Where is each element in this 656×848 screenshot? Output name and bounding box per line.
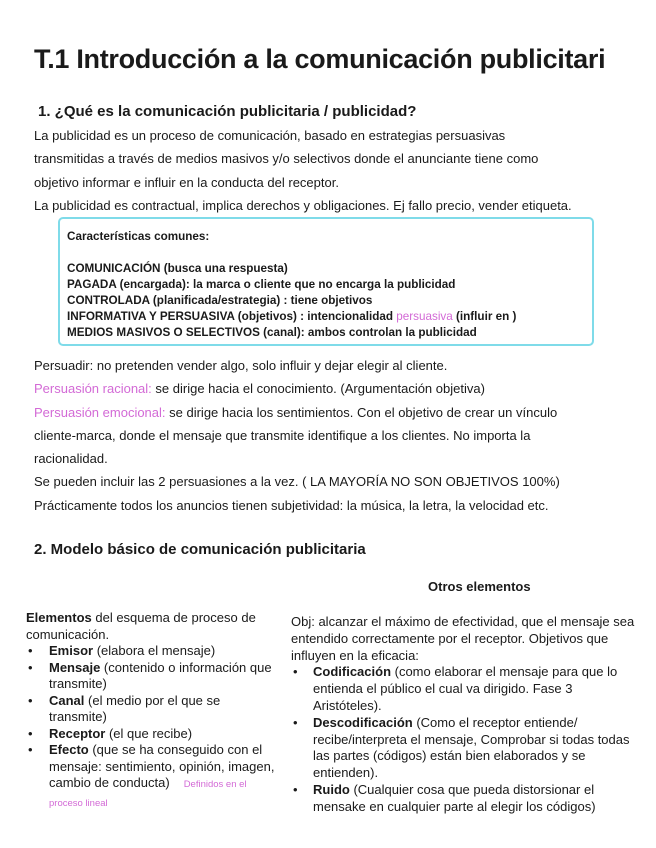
box-line-controlada: CONTROLADA (planificada/estrategia) : tiene objetivos [67, 294, 373, 307]
element-desc: (elabora el mensaje) [93, 643, 216, 658]
elements-intro-bold: Elementos [26, 610, 92, 625]
intro-line-2: transmitidas a través de medios masivos y/o selectivos donde el anunciante tiene como [34, 151, 539, 167]
elements-intro-rest: del esquema de proceso de comunicación. [26, 610, 256, 642]
efficacy-desc: (Cualquier cosa que pueda distorsionar el mensake en cualquier parte al elegir los códigos) [313, 781, 596, 814]
racional-paragraph [34, 377, 634, 400]
persuadir-paragraph: Persuadir: no pretenden vender algo, solo influir y dejar elegir al cliente. [34, 358, 448, 373]
list-item [26, 660, 276, 693]
intro-line-3: objetivo informar e influir en la conducta del receptor. [34, 174, 339, 190]
box-heading: Características comunes: [67, 230, 210, 243]
racional-term: Persuasión racional: [34, 381, 152, 397]
section-1-intro [34, 124, 634, 217]
element-desc: (contenido o información que transmite) [49, 659, 272, 691]
list-item [291, 664, 641, 714]
element-term: Receptor [49, 725, 106, 741]
persuasiva-highlight: persuasiva [396, 310, 453, 323]
emocional-text: se dirige hacia los sentimientos. Con el objetivo de crear un vínculo [165, 404, 558, 420]
elements-list [26, 643, 276, 812]
contractual-paragraph: La publicidad es contractual, implica derechos y obligaciones. Ej fallo precio, vender etiqueta. [34, 197, 572, 213]
efficacy-list [291, 664, 641, 815]
intro-line-1: La publicidad es un proceso de comunicación, basado en estrategias persuasivas [34, 128, 506, 143]
otros-elementos-heading: Otros elementos [428, 579, 531, 594]
efficacy-term: Descodificación [313, 714, 413, 730]
list-item [26, 742, 276, 812]
efficacy-term: Codificación [313, 664, 392, 680]
ambas-paragraph: Se pueden incluir las 2 persuasiones a la vez. ( LA MAYORÍA NO SON OBJETIVOS 100%) [34, 474, 560, 490]
page-title: T.1 Introducción a la comunicación publicitari [34, 44, 606, 74]
emocional-paragraph [34, 401, 634, 424]
emocional-term: Persuasión emocional: [34, 404, 166, 420]
element-term: Canal [49, 692, 85, 708]
section-2-heading: 2. Modelo básico de comunicación publicitaria [34, 541, 366, 558]
list-item [26, 643, 276, 660]
defined-note: Definidos en el proceso lineal [49, 779, 247, 809]
section-1-heading: 1. ¿Qué es la comunicación publicitaria / publicidad? [38, 103, 417, 120]
subjetividad-paragraph: Prácticamente todos los anuncios tienen subjetividad: la música, la letra, la velocidad etc. [34, 497, 549, 513]
racional-text: se dirige hacia el conocimiento. (Argumentación objetiva) [151, 381, 485, 397]
element-term: Emisor [49, 643, 94, 658]
list-item [291, 782, 641, 816]
efficacy-column [291, 614, 641, 816]
elements-column [26, 610, 276, 812]
box-line-informativa [67, 309, 592, 325]
emocional-line-3: racionalidad. [34, 451, 108, 467]
box-line-informativa-end: (influir en ) [452, 310, 517, 323]
list-item [26, 726, 276, 743]
element-desc: (que se ha conseguido con el mensaje: sentimiento, opinión, imagen, cambio de conducta) [49, 742, 275, 790]
element-desc: (el medio por el que se transmite) [49, 692, 221, 724]
box-line-comunicacion: COMUNICACIÓN (busca una respuesta) [67, 262, 288, 275]
efficacy-intro: Obj: alcanzar el máximo de efectividad, que el mensaje sea entendido correctamente por el receptor. Objetivos que influyen en la eficacia: [291, 614, 635, 663]
element-desc: (el que recibe) [105, 725, 193, 741]
emocional-line-2: cliente-marca, donde el mensaje que transmite identifique a los clientes. No importa la [34, 427, 531, 443]
persuasion-section [34, 354, 634, 517]
list-item [26, 693, 276, 726]
list-item [291, 715, 641, 782]
box-line-pagada: PAGADA (encargada): la marca o cliente que no encarga la publicidad [67, 278, 456, 291]
efficacy-term: Ruido [313, 781, 350, 797]
efficacy-desc: (como elaborar el mensaje para que lo entienda el público el cual va dirigido. Fase 3 Aristóteles). [313, 664, 618, 713]
elements-intro [26, 610, 276, 643]
element-term: Mensaje [49, 659, 101, 675]
box-line-informativa-start: INFORMATIVA Y PERSUASIVA (objetivos) : intencionalidad [67, 310, 397, 323]
box-line-medios: MEDIOS MASIVOS O SELECTIVOS (canal): ambos controlan la publicidad [67, 326, 477, 339]
element-term: Efecto [49, 742, 89, 757]
efficacy-desc: (Como el receptor entiende/ recibe/interpreta el mensaje, Comprobar si todas todas las partes (códigos) están bien elaborados y se entienden). [313, 714, 630, 781]
characteristics-box [58, 217, 594, 346]
